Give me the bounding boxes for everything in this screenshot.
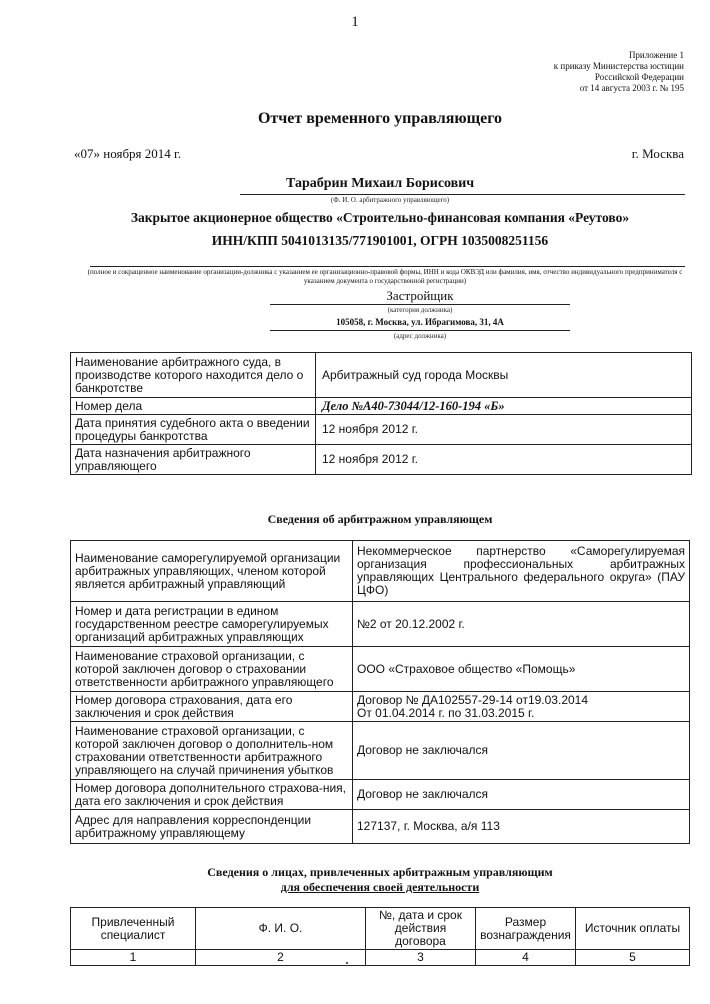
debtor-address: 105058, г. Москва, ул. Ибрагимова, 31, 4А [336,317,504,327]
section-heading: Сведения об арбитражном управляющем [267,512,493,526]
table-cell-value: Дело №А40-73044/12-160-194 «Б» [316,398,692,415]
column-header: №, дата и срок действия договора [366,908,476,950]
table-row [71,692,690,722]
appendix-note [554,50,684,94]
underline [240,194,685,195]
table-cell-value: Арбитражный суд города Москвы [316,353,692,398]
column-header: Привлеченный специалист [71,908,196,950]
table-row [71,722,690,780]
column-header: Ф. И. О. [196,908,366,950]
table-cell-label: Наименование страховой организации, с которой заключен договор о дополнитель-ном страховании ответственности арбитражного управляющего на случай причинения убытков [71,722,353,780]
organization-caption: (полное и сокращенное наименование организации-должника с указанием ее организационно-правовой формы, ИНН и кода ОКВЭД или фамилия, имя, отчество индивидуального предпринимателя с указанием документа о государственной регистрации) [87,268,683,285]
column-number: 1 [71,950,196,966]
table-cell-label: Наименование саморегулируемой организации арбитражных управляющих, членом которой является арбитражный управляющий [71,541,353,602]
table-cell-value: 12 ноября 2012 г. [316,445,692,475]
table-cell-value [353,692,690,722]
address-caption: (адрес должника) [393,332,447,340]
table-row [71,541,690,602]
column-header: Источник оплаты [576,908,690,950]
report-city: г. Москва [631,146,684,161]
contract-period: От 01.04.2014 г. по 31.03.2015 г. [357,705,535,720]
report-date: «07» ноября 2014 г. [74,146,182,161]
table-cell-value: 12 ноября 2012 г. [316,415,692,445]
table-cell-label: Номер договора страхования, дата его заключения и срок действия [71,692,353,722]
manager-name: Тарабрин Михаил Борисович [286,176,475,191]
table-cell-label: Наименование страховой организации, с которой заключен договор о страховании ответственности арбитражного управляющего [71,647,353,692]
appendix-line: Приложение 1 [628,50,684,60]
table-cell-label: Номер договора дополнительного страхова-ния, дата его заключения и срок действия [71,780,353,810]
column-number: 3 [366,950,476,966]
organization-ids: ИНН/КПП 5041013135/771901001, ОГРН 1035008251156 [211,233,549,248]
page-number: 1 [351,14,359,30]
table-cell-label: Номер и дата регистрации в едином государственном реестре саморегулируемых организаций арбитражных управляющих [71,602,353,647]
column-header: Размер вознаграждения [476,908,576,950]
table-row [71,398,692,415]
table-cell-value: №2 от 20.12.2002 г. [353,602,690,647]
table-cell-value: 127137, г. Москва, а/я 113 [353,810,690,844]
table-row [71,780,690,810]
underline [270,304,570,305]
appendix-line: Российской Федерации [594,72,684,82]
document-title: Отчет временного управляющего [257,110,503,127]
table-row [71,647,690,692]
underline [270,330,570,331]
table-header-row [71,908,690,950]
persons-table [70,907,690,966]
table-row [71,810,690,844]
manager-info-table [70,540,690,844]
table-cell-label: Дата назначения арбитражного управляющего [71,445,316,475]
contract-number: Договор № ДА102557-29-14 от19.03.2014 [357,692,589,707]
section-heading-line: для обеспечения своей деятельности [280,880,480,894]
table-row [71,602,690,647]
table-cell-value: Договор не заключался [353,722,690,780]
manager-caption: (Ф. И. О. арбитражного управляющего) [330,196,450,204]
table-row [71,445,692,475]
section-heading-line: Сведения о лицах, привлеченных арбитражным управляющим [207,865,553,879]
table-row [71,353,692,398]
table-cell-label: Номер дела [71,398,316,415]
table-row [71,415,692,445]
table-row [71,950,690,966]
column-number: 4 [476,950,576,966]
section-heading [0,865,710,895]
table-cell-label: Адрес для направления корреспонденции арбитражному управляющему [71,810,353,844]
table-cell-label: Дата принятия судебного акта о введении процедуры банкротства [71,415,316,445]
category-caption: (категория должника) [387,306,453,314]
case-table [70,352,692,475]
column-number: 5 [576,950,690,966]
underline [90,266,685,267]
appendix-line: к приказу Министерства юстиции [553,61,684,71]
scan-speck [346,962,348,964]
organization-name: Закрытое акционерное общество «Строительно-финансовая компания «Реутово» [130,210,630,225]
debtor-category: Застройщик [386,288,454,303]
table-cell-label: Наименование арбитражного суда, в производстве которого находится дело о банкротстве [71,353,316,398]
column-number: 2 [196,950,366,966]
table-cell-value: Договор не заключался [353,780,690,810]
appendix-line: от 14 августа 2003 г. № 195 [579,83,684,93]
table-cell-value: Некоммерческое партнерство «Саморегулируемая организация профессиональных арбитражных управляющих Центрального федерального округа» (ПАУ ЦФО) [353,541,690,602]
table-cell-value: ООО «Страховое общество «Помощь» [353,647,690,692]
